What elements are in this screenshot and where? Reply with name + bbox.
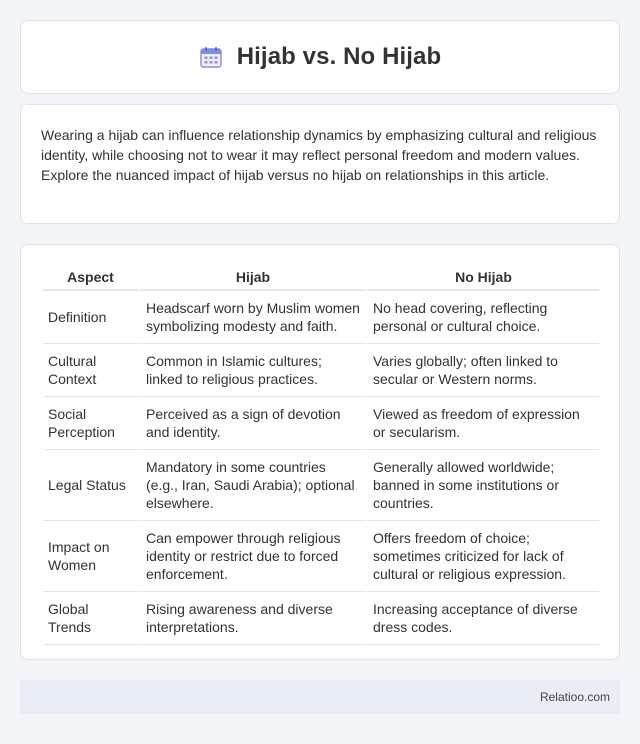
row-hijab: Headscarf worn by Muslim women symbolizing modesty and faith. [138, 291, 365, 344]
row-aspect: Legal Status [43, 450, 138, 521]
table-row [43, 592, 599, 645]
row-no-hijab: Varies globally; often linked to secular or Western norms. [365, 344, 599, 397]
row-no-hijab: Increasing acceptance of diverse dress codes. [365, 592, 599, 645]
row-aspect: Cultural Context [43, 344, 138, 397]
title-card [20, 20, 620, 94]
table-row [43, 521, 599, 592]
row-no-hijab: No head covering, reflecting personal or cultural choice. [365, 291, 599, 344]
header-hijab: Hijab [138, 265, 365, 291]
row-hijab: Mandatory in some countries (e.g., Iran, Saudi Arabia); optional elsewhere. [138, 450, 365, 521]
page-title: Hijab vs. No Hijab [236, 43, 442, 70]
row-hijab: Rising awareness and diverse interpretations. [138, 592, 365, 645]
table-row [43, 344, 599, 397]
table-row [43, 397, 599, 450]
table-row [43, 450, 599, 521]
row-hijab: Common in Islamic cultures; linked to religious practices. [138, 344, 365, 397]
row-hijab: Perceived as a sign of devotion and identity. [138, 397, 365, 450]
row-aspect: Definition [43, 291, 138, 344]
table-row [43, 291, 599, 344]
row-no-hijab: Viewed as freedom of expression or secularism. [365, 397, 599, 450]
intro-card [20, 104, 620, 224]
comparison-table [43, 265, 599, 645]
row-no-hijab: Offers freedom of choice; sometimes criticized for lack of cultural or religious expression. [365, 521, 599, 592]
row-no-hijab: Generally allowed worldwide; banned in some institutions or countries. [365, 450, 599, 521]
footer-brand[interactable]: Relatioo.com [539, 690, 610, 704]
comparison-card [20, 244, 620, 660]
row-aspect: Impact on Women [43, 521, 138, 592]
calendar-icon [199, 45, 223, 69]
footer [20, 680, 620, 714]
intro-paragraph: Wearing a hijab can influence relationship dynamics by emphasizing cultural and religious identity, while choosing not to wear it may reflect personal freedom and modern values. Explore the nuanced impact of hijab versus no hijab on relationships in this article. [41, 127, 597, 183]
row-aspect: Global Trends [43, 592, 138, 645]
row-aspect: Social Perception [43, 397, 138, 450]
table-header-row [43, 265, 599, 291]
header-aspect: Aspect [43, 265, 138, 291]
row-hijab: Can empower through religious identity or restrict due to forced enforcement. [138, 521, 365, 592]
header-no-hijab: No Hijab [365, 265, 599, 291]
